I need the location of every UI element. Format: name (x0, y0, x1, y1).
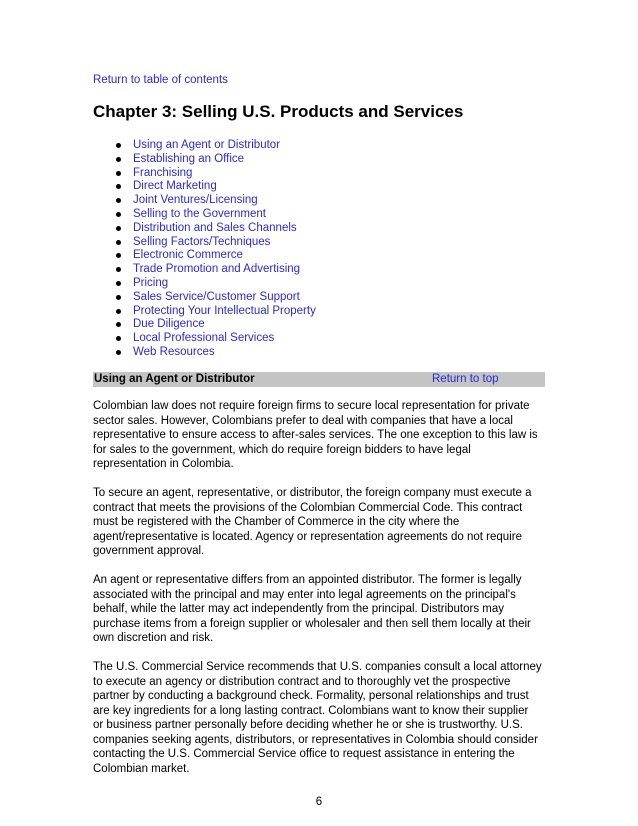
bullet-icon (116, 267, 121, 272)
toc-item (93, 249, 316, 263)
bullet-icon (116, 171, 121, 176)
toc-link[interactable]: Selling to the Government (133, 207, 266, 220)
paragraph (93, 660, 553, 777)
text-line: or business partner personally before deciding whether he or she is trustworthy. U.S. (93, 719, 523, 732)
text-line: The U.S. Commercial Service recommends that U.S. companies consult a local attorney (93, 660, 542, 673)
text-line: own discretion and risk. (93, 632, 214, 645)
section-body (93, 399, 553, 791)
return-to-contents-link[interactable]: Return to table of contents (93, 74, 228, 86)
toc-item (93, 332, 316, 346)
text-line: Colombian market. (93, 763, 190, 776)
page-number: 6 (315, 796, 323, 808)
chapter-toc-list (93, 139, 316, 360)
toc-item (93, 167, 316, 181)
text-line: sector sales. However, Colombians prefer to deal with companies that have a local (93, 414, 513, 427)
bullet-icon (116, 143, 121, 148)
toc-link[interactable]: Due Diligence (133, 318, 205, 331)
text-line: for sales to the government, which do require foreign bidders to have legal (93, 443, 471, 456)
text-line: must be registered with the Chamber of Commerce in the city where the (93, 516, 460, 529)
text-line: representation in Colombia. (93, 458, 234, 471)
toc-link[interactable]: Pricing (133, 276, 169, 289)
bullet-icon (116, 336, 121, 341)
text-line: partner by conducting a background check. Formality, personal relationships and trust (93, 690, 529, 703)
toc-item (93, 305, 316, 319)
bullet-icon (116, 253, 121, 258)
bullet-icon (116, 157, 121, 162)
bullet-icon (116, 226, 121, 231)
bullet-icon (116, 184, 121, 189)
toc-link[interactable]: Trade Promotion and Advertising (133, 263, 301, 276)
toc-link[interactable]: Web Resources (133, 345, 215, 358)
section-title: Using an Agent or Distributor (94, 373, 255, 385)
bullet-icon (116, 295, 121, 300)
paragraph (93, 486, 553, 559)
text-line: To secure an agent, representative, or distributor, the foreign company must execute a (93, 486, 532, 499)
toc-item (93, 277, 316, 291)
toc-item (93, 318, 316, 332)
text-line: are key ingredients for a long lasting contract. Colombians want to know their supplier (93, 704, 529, 717)
toc-link[interactable]: Selling Factors/Techniques (133, 235, 271, 248)
chapter-title: Chapter 3: Selling U.S. Products and Services (93, 102, 464, 121)
bullet-icon (116, 322, 121, 327)
text-line: government approval. (93, 545, 205, 558)
bullet-icon (116, 198, 121, 203)
toc-link[interactable]: Franchising (133, 166, 193, 179)
toc-item (93, 153, 316, 167)
toc-item (93, 180, 316, 194)
return-to-top-link[interactable]: Return to top (432, 373, 499, 385)
toc-item (93, 139, 316, 153)
toc-item (93, 346, 316, 360)
toc-link[interactable]: Using an Agent or Distributor (133, 139, 281, 151)
toc-item (93, 194, 316, 208)
toc-link[interactable]: Distribution and Sales Channels (133, 221, 297, 234)
toc-item (93, 222, 316, 236)
toc-item (93, 208, 316, 222)
toc-link[interactable]: Establishing an Office (133, 152, 245, 165)
text-line: behalf, while the latter may act independently from the principal. Distributors may (93, 603, 505, 616)
bullet-icon (116, 240, 121, 245)
toc-link[interactable]: Electronic Commerce (133, 249, 243, 262)
text-line: Colombian law does not require foreign firms to secure local representation for private (93, 400, 530, 412)
toc-link[interactable]: Joint Ventures/Licensing (133, 194, 258, 207)
text-line: purchase items from a foreign supplier or wholesaler and then sell them locally at their (93, 617, 531, 630)
paragraph (93, 399, 553, 472)
toc-link[interactable]: Protecting Your Intellectual Property (133, 304, 316, 317)
toc-link[interactable]: Direct Marketing (133, 180, 217, 193)
text-line: contacting the U.S. Commercial Service office to request assistance in entering the (93, 748, 515, 761)
bullet-icon (116, 281, 121, 286)
toc-link[interactable]: Local Professional Services (133, 332, 275, 345)
bullet-icon (116, 309, 121, 314)
text-line: contract that meets the provisions of the Colombian Commercial Code. This contract (93, 501, 523, 514)
toc-link[interactable]: Sales Service/Customer Support (133, 290, 300, 303)
bullet-icon (116, 212, 121, 217)
bullet-icon (116, 350, 121, 355)
text-line: agent/representative is located. Agency or representation agreements do not require (93, 530, 522, 543)
toc-item (93, 236, 316, 250)
section-header-bar (93, 372, 545, 387)
text-line: to execute an agency or distribution contract and to thoroughly vet the prospective (93, 675, 511, 688)
text-line: An agent or representative differs from an appointed distributor. The former is legally (93, 573, 522, 586)
toc-item (93, 263, 316, 277)
text-line: representative to ensure access to after-sales services. The one exception to this law is (93, 429, 538, 442)
toc-item (93, 291, 316, 305)
paragraph (93, 573, 553, 646)
text-line: companies seeking agents, distributors, or representatives in Colombia should consider (93, 733, 538, 746)
text-line: associated with the principal and may enter into legal agreements on the principal's (93, 588, 516, 601)
